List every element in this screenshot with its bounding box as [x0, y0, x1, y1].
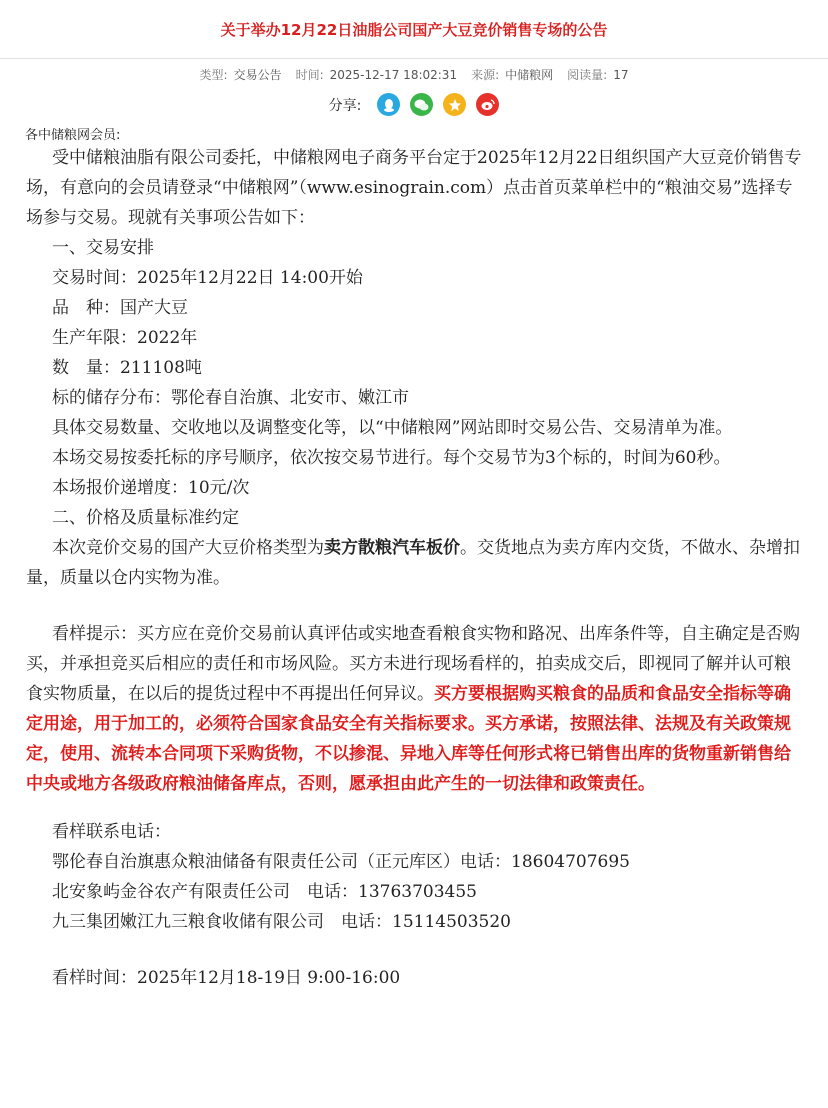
- trade-quantity: 数 量：211108吨: [52, 358, 202, 378]
- page-title: 关于举办12月22日油脂公司国产大豆竞价销售专场的公告: [220, 20, 608, 39]
- section2-heading: 二、价格及质量标准约定: [52, 508, 239, 528]
- meta-reads: 阅读量: 17: [567, 68, 629, 82]
- trade-order: 本场交易按委托标的序号顺序，依次按交易节进行。每个交易节为3个标的，时间为60秒。: [52, 448, 731, 468]
- qq-icon[interactable]: [377, 93, 400, 116]
- spacer: [26, 593, 802, 619]
- trade-time: 交易时间：2025年12月22日 14:00开始: [52, 268, 363, 288]
- meta-source: 来源: 中储粮网: [471, 68, 554, 82]
- meta-row: [0, 66, 828, 83]
- trade-detail: 具体交易数量、交收地以及调整变化等，以“中储粮网”网站即时交易公告、交易清单为准。: [52, 418, 733, 438]
- meta-time: 时间: 2025-12-17 18:02:31: [295, 68, 458, 82]
- share-label: 分享:: [328, 97, 362, 114]
- buyer-commitment: 买方要根据购买粮食的品质和食品安全指标等确定用途，用于加工的，必须符合国家食品安全有关指标要求。买方承诺，按照法律、法规及有关政策规定，使用、流转本合同项下采购货物，不以掺混、异地入库等任何形式将已销售出库的货物重新销售给中央或地方各级政府粮油储备库点，否则，愿承担由此产生的一切法律和政策责任。: [26, 684, 791, 794]
- contact-line: 北安象屿金谷农产有限责任公司 电话：13763703455: [52, 882, 477, 902]
- section1-heading: 一、交易安排: [52, 238, 154, 258]
- share-bar: [0, 93, 828, 116]
- meta-type: 类型: 交易公告: [199, 68, 282, 82]
- weibo-icon[interactable]: [476, 93, 499, 116]
- intro-paragraph: 受中储粮油脂有限公司委托，中储粮网电子商务平台定于2025年12月22日组织国产大豆竞价销售专场，有意向的会员请登录“中储粮网”（www.esinograin.com）点击首页菜单栏中的“粮油交易”选择专场参与交易。现就有关事项公告如下：: [26, 148, 802, 228]
- price-paragraph: 本次竞价交易的国产大豆价格类型为卖方散粮汽车板价。交货地点为卖方库内交货，不做水、杂增扣量，质量以仓内实物为准。: [26, 538, 800, 588]
- title-bar: [0, 0, 828, 59]
- storage-distribution: 标的储存分布：鄂伦春自治旗、北安市、嫩江市: [52, 388, 409, 408]
- contacts-heading: 看样联系电话：: [52, 822, 171, 842]
- sample-paragraph: 看样提示：买方应在竞价交易前认真评估或实地查看粮食实物和路况、出库条件等，自主确定是否购买，并承担竞买后相应的责任和市场风险。买方未进行现场看样的，拍卖成交后，即视同了解并认可粮食实物质量，在以后的提货过程中不再提出任何异议。买方要根据购买粮食的品质和食品安全指标等确定用途，用于加工的，必须符合国家食品安全有关指标要求。买方承诺，按照法律、法规及有关政策规定，使用、流转本合同项下采购货物，不以掺混、异地入库等任何形式将已销售出库的货物重新销售给中央或地方各级政府粮油储备库点，否则，愿承担由此产生的一切法律和政策责任。: [26, 624, 800, 794]
- trade-variety: 品 种：国产大豆: [52, 298, 188, 318]
- price-increment: 本场报价递增度：10元/次: [52, 478, 250, 498]
- spacer: [26, 799, 802, 817]
- contact-line: 鄂伦春自治旗惠众粮油储备有限责任公司（正元库区）电话：18604707695: [52, 852, 630, 872]
- sample-time: 看样时间：2025年12月18-19日 9:00-16:00: [52, 968, 401, 988]
- article-body: [0, 143, 828, 993]
- wechat-icon[interactable]: [410, 93, 433, 116]
- spacer: [26, 937, 802, 963]
- production-year: 生产年限：2022年: [52, 328, 198, 348]
- qzone-icon[interactable]: [443, 93, 466, 116]
- price-type: 卖方散粮汽车板价: [324, 538, 460, 558]
- contact-line: 九三集团嫩江九三粮食收储有限公司 电话：15114503520: [52, 912, 511, 932]
- addressee: 各中储粮网会员:: [25, 128, 121, 143]
